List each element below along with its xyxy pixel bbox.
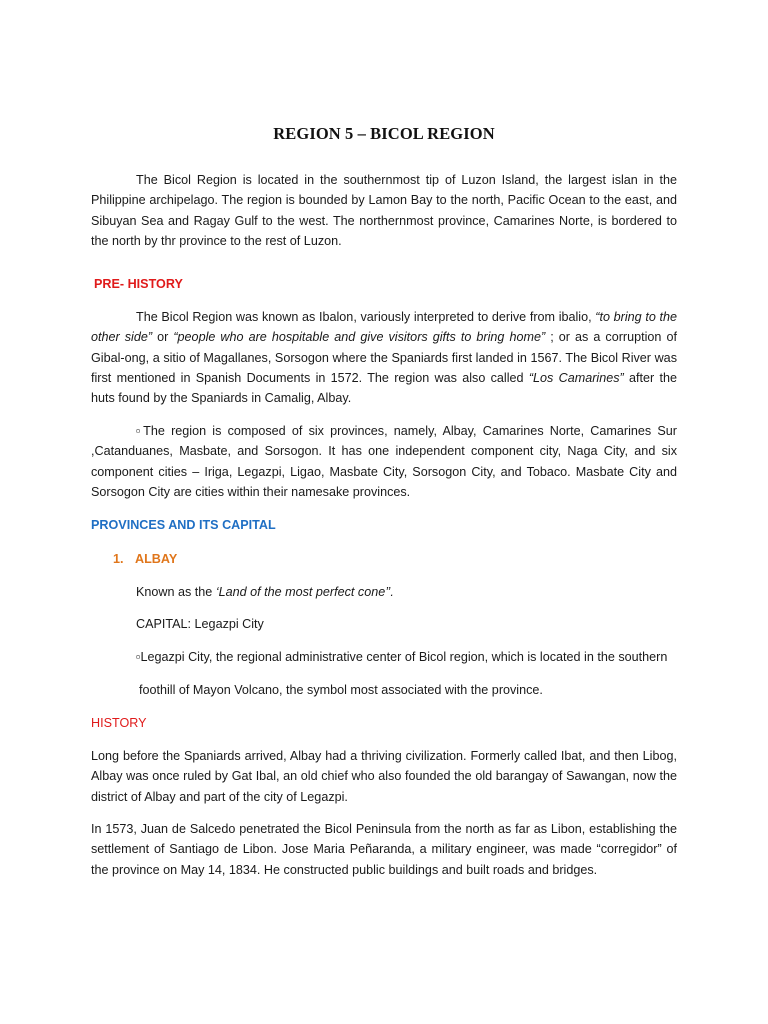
provinces-heading: PROVINCES AND ITS CAPITAL (91, 518, 276, 532)
capital-line: CAPITAL: Legazpi City (136, 617, 264, 631)
prehistory-paragraph (91, 307, 677, 408)
known-as-prefix: Known as the (136, 585, 216, 599)
history-paragraph-1: Long before the Spaniards arrived, Albay had a thriving civilization. Formerly called Ibat, and then Libog, Albay was once ruled by Gat Ibal, an old chief who also founded the old barangay of Sawangan, now the district of Albay and part of the city of Legazpi. (91, 749, 677, 804)
history-heading: HISTORY (91, 716, 147, 730)
page-title: REGION 5 – BICOL REGION (273, 124, 495, 143)
albay-label: ALBAY (135, 552, 178, 566)
prehistory-quote-2: “people who are hospitable and give visitors gifts to bring home” (173, 330, 546, 345)
prehistory-text-1: The Bicol Region was known as Ibalon, variously interpreted to derive from ibalio, (136, 310, 596, 324)
prehistory-heading: PRE- HISTORY (94, 277, 183, 291)
prehistory-text-2: or (152, 330, 174, 345)
prehistory-quote-3: “Los Camarines” (528, 370, 624, 385)
history-paragraph-2: In 1573, Juan de Salcedo penetrated the Bicol Peninsula from the north as far as Libon, establishing the settlement of Santiago de Libon. Jose Maria Peñaranda, a military engineer, was made “corregidor” of the province on May 14, 1834. He constructed public buildings and built roads and bridges. (91, 822, 677, 877)
albay-number: 1. (113, 552, 124, 566)
prehistory-text-4: after the huts found by the Spaniards in Camalig, Albay. (91, 370, 677, 406)
known-as-line (136, 582, 722, 602)
albay-heading (113, 549, 699, 569)
legazpi-line-1: ▫Legazpi City, the regional administrative center of Bicol region, which is located in the southern (136, 650, 668, 664)
composition-paragraph: ▫The region is composed of six provinces, namely, Albay, Camarines Norte, Camarines Sur ,Catanduanes, Masbate, and Sorsogon. It has one independent component city, Naga City, and six component cities – Iriga, Legazpi, Ligao, Masbate City, Sorsogon City, and Tobaco. Masbate City and Sorsogon City are cities within their namesake provinces. (91, 424, 677, 499)
known-as-quote: ‘Land of the most perfect cone’’. (215, 585, 394, 599)
prehistory-quote-1: “to bring to the other side” (91, 310, 677, 345)
prehistory-text-3: ; or as a corruption of Gibal-ong, a sitio of Magallanes, Sorsogon where the Spaniards first landed in 1567. The Bicol River was first mentioned in Spanish Documents in 1572. The region was also called (91, 330, 677, 385)
intro-paragraph: The Bicol Region is located in the southernmost tip of Luzon Island, the largest islan in the Philippine archipelago. The region is bounded by Lamon Bay to the north, Pacific Ocean to the east, and Sibuyan Sea and Ragay Gulf to the west. The northernmost province, Camarines Norte, is bordered to the north by thr province to the rest of Luzon. (91, 173, 677, 248)
legazpi-line-2: foothill of Mayon Volcano, the symbol most associated with the province. (139, 683, 543, 697)
